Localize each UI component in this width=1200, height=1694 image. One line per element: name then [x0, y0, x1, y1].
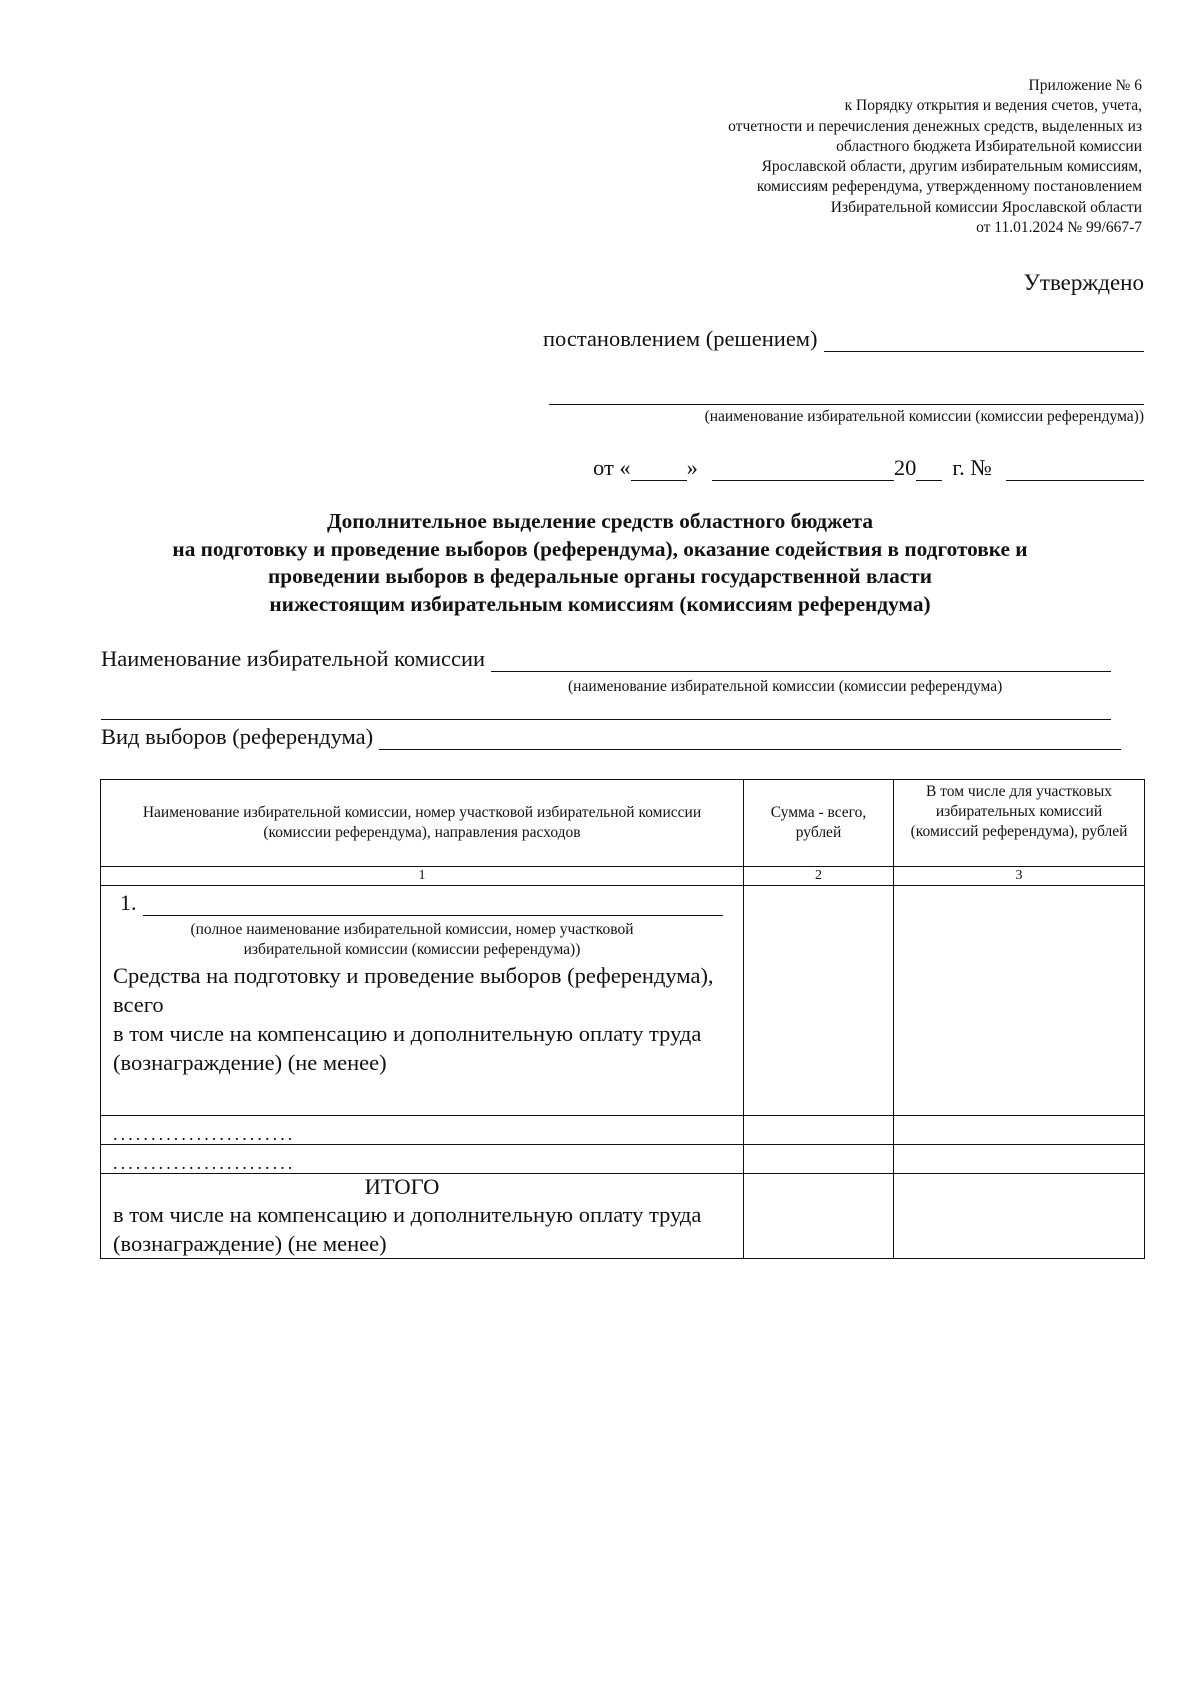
commission-name-blank — [491, 649, 1111, 672]
empty-cell — [744, 1116, 894, 1145]
commission-caption: (наименование избирательной комиссии (комиссии референдума)) — [704, 408, 1144, 425]
appendix-line: областного бюджета Избирательной комиссии — [836, 137, 1142, 155]
total-line: в том числе на компенсацию и дополнительную оплату труда (вознаграждение) (не менее) — [113, 1202, 702, 1256]
dots-text: ........................ — [113, 1124, 296, 1144]
total-sum-cell — [744, 1174, 894, 1259]
dots-text: ........................ — [113, 1153, 296, 1173]
election-type-label: Вид выборов (референдума) — [101, 724, 374, 749]
number-blank — [1006, 458, 1144, 481]
commission-name-label: Наименование избирательной комиссии — [101, 646, 486, 671]
table-row — [101, 1145, 1145, 1174]
dots-cell — [101, 1116, 744, 1145]
row1-number: 1. — [120, 890, 137, 915]
election-type-blank — [379, 727, 1121, 750]
commission-name-blank-2 — [101, 719, 1111, 720]
total-description — [101, 1174, 744, 1259]
header-col1: Наименование избирательной комиссии, номер участковой избирательной комиссии (комиссии референдума), направления расходов — [101, 780, 744, 867]
decree-blank — [824, 329, 1144, 352]
total-label: ИТОГО — [364, 1174, 440, 1199]
row1-sum-cell — [744, 886, 894, 1116]
day-blank — [631, 458, 687, 481]
row1-number-line — [101, 886, 743, 916]
title-line: на подготовку и проведение выборов (референдума), оказание содействия в подготовке и — [172, 536, 1028, 561]
commission-blank-line — [549, 404, 1144, 405]
month-blank — [712, 458, 894, 481]
decree-label: постановлением (решением) — [543, 326, 818, 351]
commission-name-row — [101, 646, 1111, 672]
approved-label: Утверждено — [1023, 270, 1144, 295]
date-mid: » — [686, 455, 698, 480]
table-row — [101, 886, 1145, 1116]
header-col3: В том числе для участковых избирательных комиссий (комиссий референдума), рублей — [894, 780, 1145, 867]
total-row — [101, 1174, 1145, 1259]
header-col2: Сумма - всего, рублей — [744, 780, 894, 867]
election-type-row — [101, 724, 1121, 750]
year-blank — [916, 458, 942, 481]
title-line: нижестоящим избирательным комиссиям (комиссиям референдума) — [269, 591, 931, 616]
row1-name-blank — [143, 895, 723, 916]
allocation-table — [100, 779, 1145, 1259]
appendix-line: отчетности и перечисления денежных средств, выделенных из — [728, 117, 1142, 135]
total-precinct-cell — [894, 1174, 1145, 1259]
dots-cell — [101, 1145, 744, 1174]
empty-cell — [894, 1145, 1145, 1174]
appendix-line: Ярославской области, другим избирательным комиссиям, — [761, 158, 1142, 176]
row1-precinct-cell — [894, 886, 1145, 1116]
column-number: 3 — [894, 867, 1145, 886]
appendix-line: Приложение № 6 — [1028, 77, 1142, 94]
column-number: 1 — [101, 867, 744, 886]
row1-description — [101, 886, 744, 1116]
title-line: Дополнительное выделение средств областного бюджета — [326, 509, 874, 533]
row1-line2: в том числе на компенсацию и дополнительную оплату труда (вознаграждение) (не менее) — [113, 1021, 702, 1075]
row1-caption: (полное наименование избирательной комиссии, номер участковой избирательной комиссии (комиссии референдума)) — [190, 921, 634, 958]
commission-name-caption: (наименование избирательной комиссии (комиссии референдума) — [568, 678, 1003, 695]
year-suffix: г. № — [952, 455, 992, 480]
column-number: 2 — [744, 867, 894, 886]
year-prefix: 20 — [893, 455, 917, 480]
appendix-line: от 11.01.2024 № 99/667-7 — [976, 219, 1142, 237]
title-line: проведении выборов в федеральные органы государственной власти — [268, 564, 932, 588]
appendix-line: Избирательной комиссии Ярославской области — [830, 198, 1142, 216]
decree-row — [543, 326, 1144, 352]
column-number-row — [101, 867, 1145, 886]
empty-cell — [894, 1116, 1145, 1145]
date-row — [593, 455, 1144, 481]
row1-line1: Средства на подготовку и проведение выборов (референдума), всего — [113, 963, 714, 1017]
table-row — [101, 1116, 1145, 1145]
appendix-line: к Порядку открытия и ведения счетов, учета, — [844, 97, 1142, 115]
table-header-row — [101, 780, 1145, 867]
appendix-reference — [582, 76, 1142, 238]
empty-cell — [744, 1145, 894, 1174]
appendix-line: комиссиям референдума, утвержденному постановлением — [756, 178, 1142, 196]
document-title — [60, 508, 1140, 618]
date-prefix: от « — [593, 455, 631, 480]
